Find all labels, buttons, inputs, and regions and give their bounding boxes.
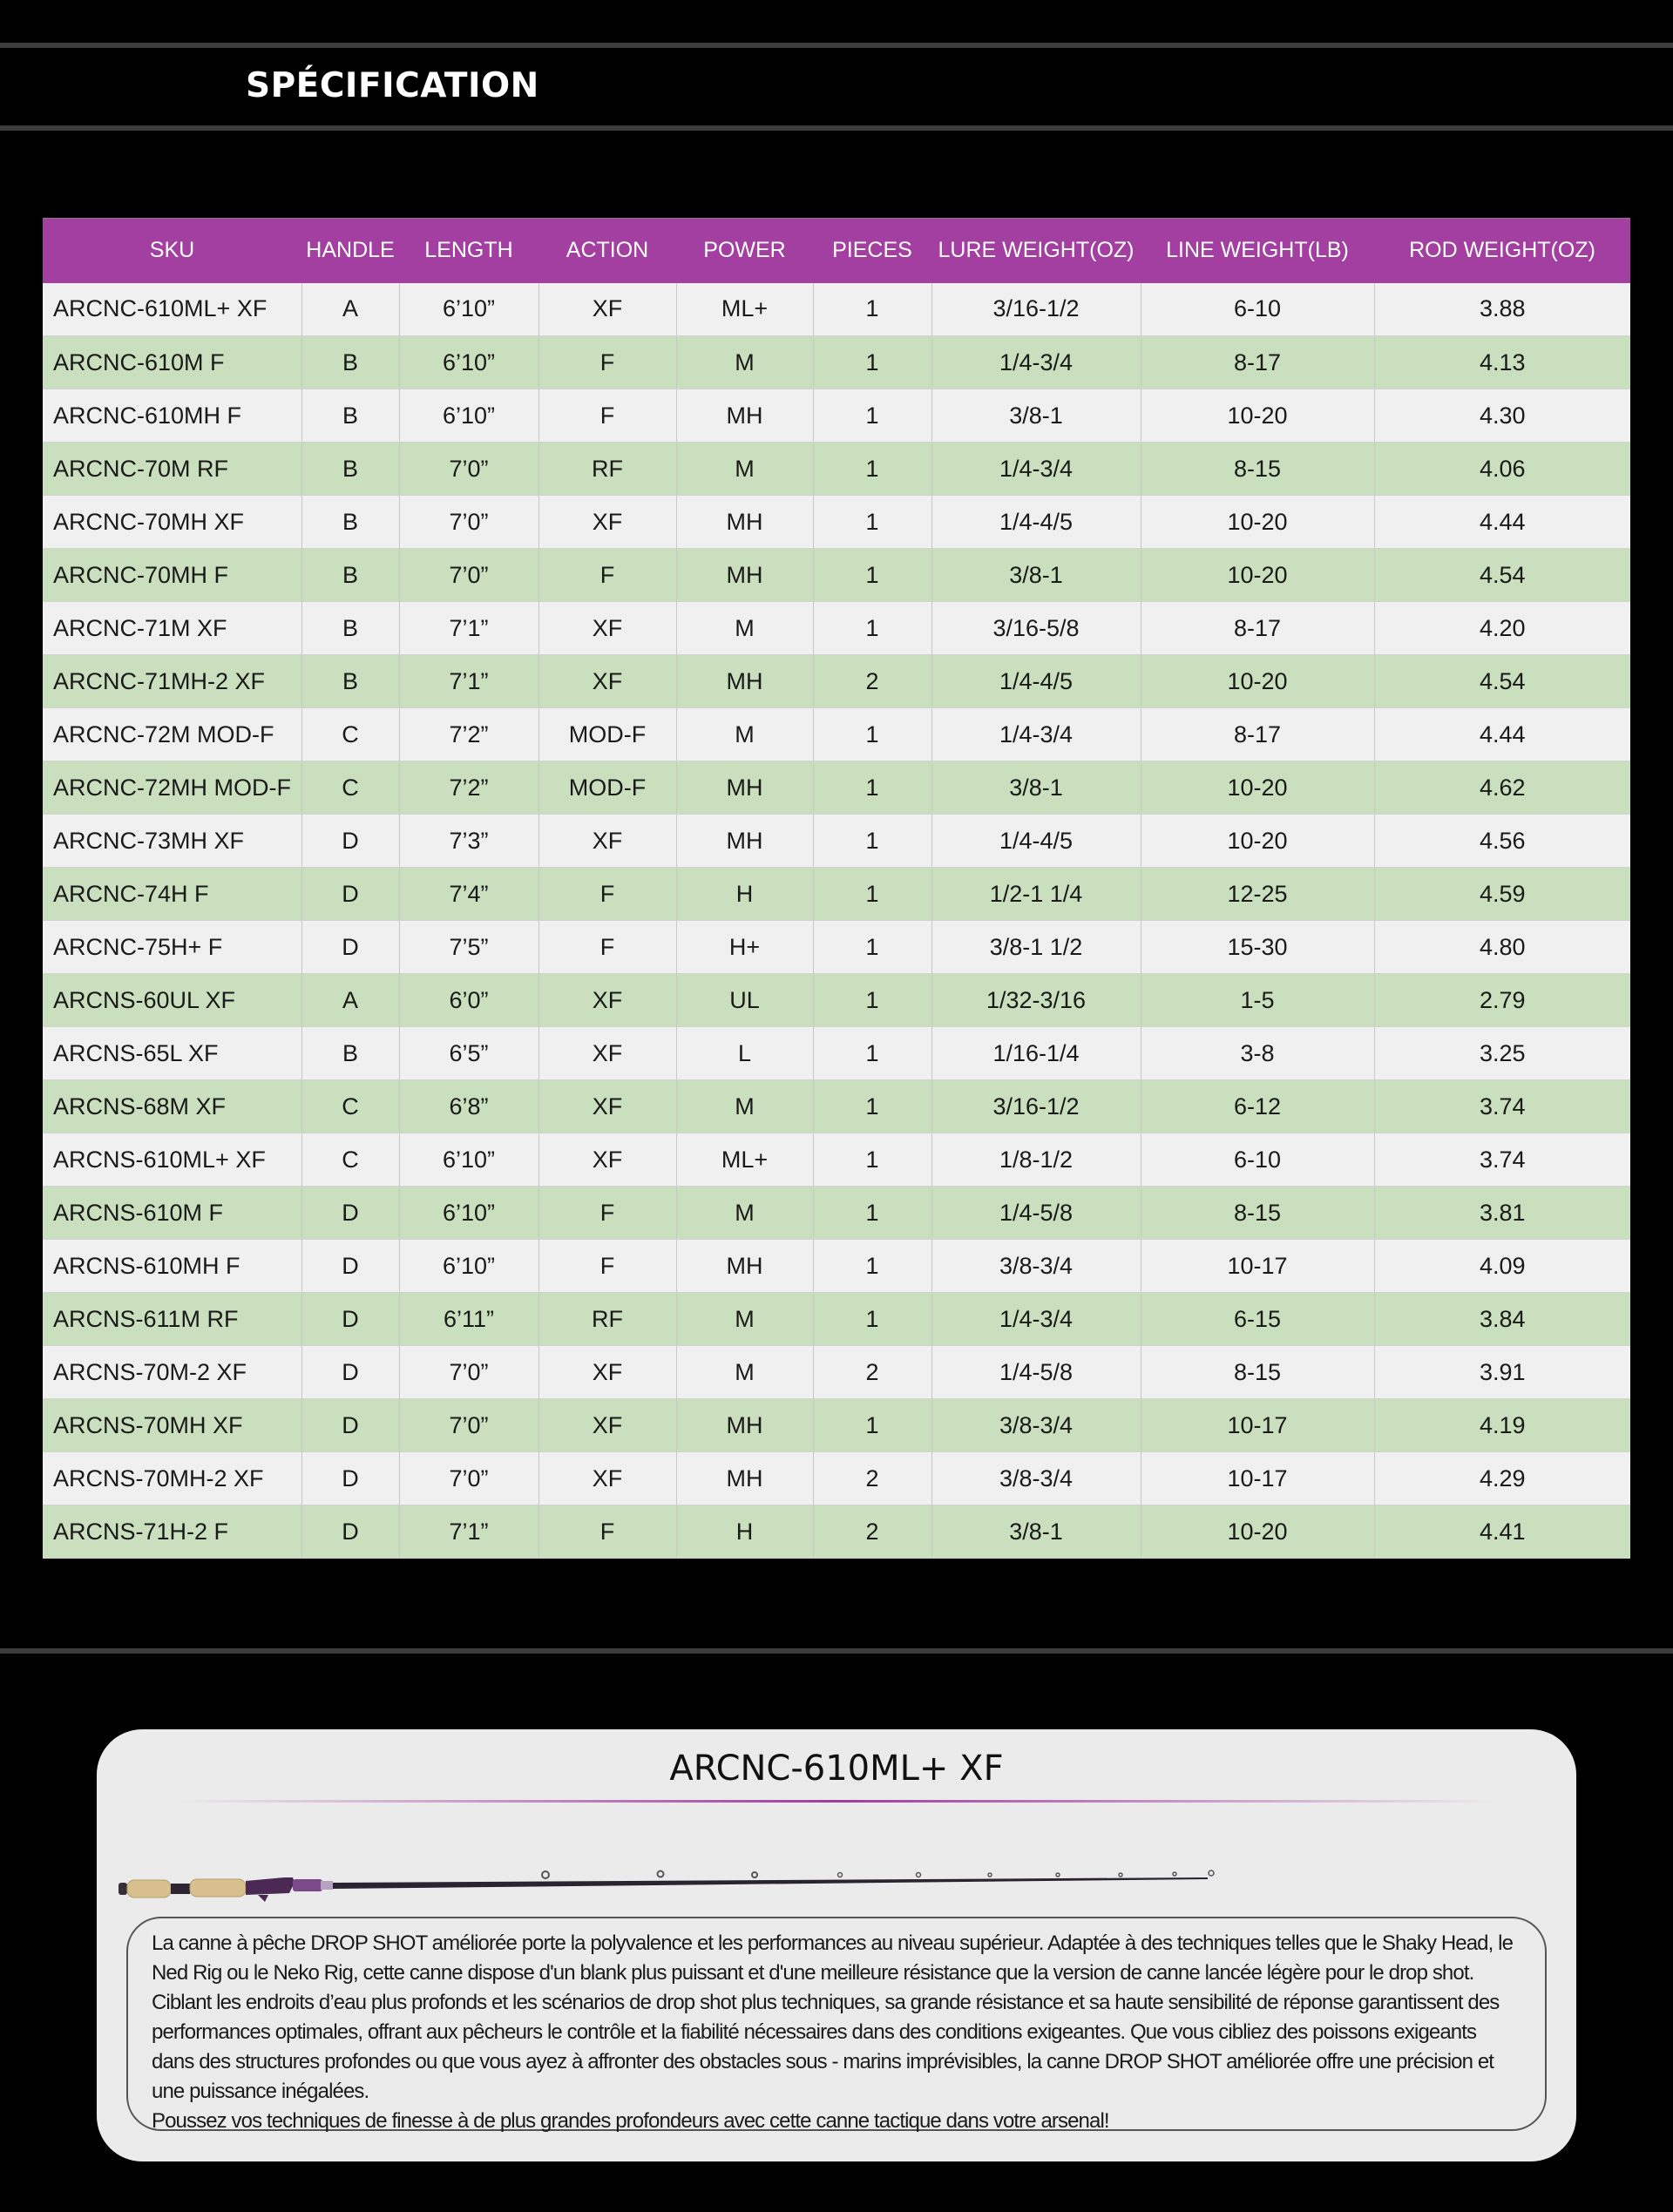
- table-row: [43, 1293, 1630, 1346]
- table-cell: MH: [676, 761, 813, 815]
- table-cell: 10-20: [1141, 1505, 1374, 1559]
- table-cell: 6’10”: [399, 283, 538, 336]
- table-cell: 10-20: [1141, 496, 1374, 549]
- table-cell: 6’8”: [399, 1080, 538, 1133]
- table-cell: 7’0”: [399, 496, 538, 549]
- table-cell: 4.41: [1374, 1505, 1630, 1559]
- table-cell: M: [676, 1346, 813, 1399]
- table-cell: ML+: [676, 283, 813, 336]
- table-cell: MH: [676, 549, 813, 602]
- table-cell: 7’1”: [399, 1505, 538, 1559]
- table-cell: 3/16-1/2: [931, 283, 1141, 336]
- table-cell: 7’0”: [399, 1399, 538, 1452]
- table-cell: XF: [538, 1080, 676, 1133]
- table-cell: 1: [813, 549, 931, 602]
- fishing-rod-image: [119, 1862, 1234, 1902]
- column-header: LURE WEIGHT(OZ): [931, 219, 1141, 283]
- table-cell: XF: [538, 283, 676, 336]
- table-cell: 3/8-1 1/2: [931, 921, 1141, 974]
- table-cell: 4.80: [1374, 921, 1630, 974]
- table-cell: 3.25: [1374, 1027, 1630, 1080]
- table-row: [43, 283, 1630, 336]
- table-cell: B: [301, 443, 399, 496]
- table-row: [43, 602, 1630, 655]
- table-cell: 1: [813, 1133, 931, 1187]
- sku-cell: ARCNC-72M MOD-F: [43, 708, 301, 761]
- table-cell: 7’3”: [399, 815, 538, 868]
- table-cell: RF: [538, 1293, 676, 1346]
- table-cell: 7’0”: [399, 549, 538, 602]
- column-header: POWER: [676, 219, 813, 283]
- table-row: [43, 655, 1630, 708]
- table-cell: XF: [538, 602, 676, 655]
- table-cell: 1/16-1/4: [931, 1027, 1141, 1080]
- product-card: [97, 1729, 1576, 2161]
- section-title: SPÉCIFICATION: [246, 66, 539, 105]
- table-cell: 1/4-3/4: [931, 443, 1141, 496]
- table-cell: 3/16-1/2: [931, 1080, 1141, 1133]
- table-cell: M: [676, 708, 813, 761]
- table-cell: 4.30: [1374, 389, 1630, 443]
- sku-cell: ARCNC-610MH F: [43, 389, 301, 443]
- table-row: [43, 708, 1630, 761]
- table-row: [43, 1027, 1630, 1080]
- table-cell: 4.06: [1374, 443, 1630, 496]
- table-cell: A: [301, 974, 399, 1027]
- table-cell: D: [301, 921, 399, 974]
- table-cell: MH: [676, 496, 813, 549]
- table-cell: M: [676, 1293, 813, 1346]
- table-cell: 8-17: [1141, 602, 1374, 655]
- table-cell: MOD-F: [538, 761, 676, 815]
- table-cell: XF: [538, 1452, 676, 1505]
- section-divider: [0, 1648, 1673, 1654]
- sku-cell: ARCNC-71MH-2 XF: [43, 655, 301, 708]
- table-cell: 1: [813, 443, 931, 496]
- table-row: [43, 868, 1630, 921]
- table-cell: 1/4-3/4: [931, 708, 1141, 761]
- table-cell: 10-20: [1141, 389, 1374, 443]
- column-header: ACTION: [538, 219, 676, 283]
- table-cell: 3/8-3/4: [931, 1399, 1141, 1452]
- table-cell: B: [301, 336, 399, 389]
- table-cell: M: [676, 602, 813, 655]
- table-cell: 6-10: [1141, 1133, 1374, 1187]
- table-cell: 6’10”: [399, 1240, 538, 1293]
- table-cell: MH: [676, 655, 813, 708]
- table-cell: 1: [813, 283, 931, 336]
- description-line: performances optimales, offrant aux pêcheurs le contrôle et la fiabilité nécessaires dans des conditions exigeantes. Que vous cibliez des poissons exigeants: [152, 2020, 1477, 2044]
- table-cell: 1: [813, 1240, 931, 1293]
- table-cell: 8-15: [1141, 1346, 1374, 1399]
- spec-table: [43, 218, 1630, 1559]
- table-row: [43, 974, 1630, 1027]
- sku-cell: ARCNS-70M-2 XF: [43, 1346, 301, 1399]
- table-row: [43, 1187, 1630, 1240]
- table-cell: F: [538, 921, 676, 974]
- table-cell: C: [301, 708, 399, 761]
- table-cell: 7’4”: [399, 868, 538, 921]
- table-cell: 4.19: [1374, 1399, 1630, 1452]
- column-header: LINE WEIGHT(LB): [1141, 219, 1374, 283]
- table-cell: XF: [538, 1027, 676, 1080]
- table-cell: 4.54: [1374, 655, 1630, 708]
- description-line: dans des structures profondes ou que vous ayez à affronter des obstacles sous - marins imprévisibles, la canne DROP SHOT améliorée offre une précision et: [152, 2050, 1494, 2073]
- table-cell: 1: [813, 921, 931, 974]
- table-cell: 7’0”: [399, 1452, 538, 1505]
- sku-cell: ARCNS-70MH-2 XF: [43, 1452, 301, 1505]
- table-cell: F: [538, 1187, 676, 1240]
- table-cell: 1/8-1/2: [931, 1133, 1141, 1187]
- sku-cell: ARCNS-60UL XF: [43, 974, 301, 1027]
- table-cell: C: [301, 1080, 399, 1133]
- table-row: [43, 921, 1630, 974]
- table-cell: 4.59: [1374, 868, 1630, 921]
- table-cell: 15-30: [1141, 921, 1374, 974]
- column-header: LENGTH: [399, 219, 538, 283]
- column-header: ROD WEIGHT(OZ): [1374, 219, 1630, 283]
- table-cell: 6-10: [1141, 283, 1374, 336]
- table-cell: B: [301, 389, 399, 443]
- table-row: [43, 1505, 1630, 1559]
- column-header: PIECES: [813, 219, 931, 283]
- table-cell: 1/32-3/16: [931, 974, 1141, 1027]
- table-cell: 4.44: [1374, 496, 1630, 549]
- table-cell: 8-17: [1141, 708, 1374, 761]
- table-cell: 10-20: [1141, 549, 1374, 602]
- product-name: ARCNC-610ML+ XF: [669, 1749, 1004, 1789]
- table-row: [43, 1240, 1630, 1293]
- table-body: [43, 283, 1630, 1559]
- table-cell: UL: [676, 974, 813, 1027]
- table-cell: 1/4-3/4: [931, 336, 1141, 389]
- table-cell: 4.13: [1374, 336, 1630, 389]
- table-cell: XF: [538, 496, 676, 549]
- table-cell: 1: [813, 389, 931, 443]
- table-cell: 1/4-4/5: [931, 655, 1141, 708]
- table-cell: 1: [813, 336, 931, 389]
- sku-cell: ARCNS-70MH XF: [43, 1399, 301, 1452]
- table-cell: D: [301, 1452, 399, 1505]
- table-cell: 7’0”: [399, 1346, 538, 1399]
- table-cell: 1: [813, 708, 931, 761]
- table-cell: 6-12: [1141, 1080, 1374, 1133]
- table-cell: D: [301, 1399, 399, 1452]
- table-row: [43, 815, 1630, 868]
- table-cell: XF: [538, 655, 676, 708]
- table-cell: 8-15: [1141, 443, 1374, 496]
- table-cell: M: [676, 1187, 813, 1240]
- table-cell: H: [676, 868, 813, 921]
- description-line: La canne à pêche DROP SHOT améliorée porte la polyvalence et les performances au niveau supérieur. Adaptée à des techniques telles que le Shaky Head, le: [152, 1931, 1514, 1955]
- table-header-row: [43, 219, 1630, 283]
- table-cell: 3.84: [1374, 1293, 1630, 1346]
- table-cell: M: [676, 1080, 813, 1133]
- table-cell: 6’5”: [399, 1027, 538, 1080]
- table-row: [43, 1346, 1630, 1399]
- table-cell: M: [676, 336, 813, 389]
- table-cell: 7’0”: [399, 443, 538, 496]
- table-cell: 4.62: [1374, 761, 1630, 815]
- table-cell: 6’10”: [399, 336, 538, 389]
- table-cell: XF: [538, 815, 676, 868]
- table-row: [43, 1452, 1630, 1505]
- table-cell: 6’10”: [399, 1187, 538, 1240]
- table-row: [43, 1080, 1630, 1133]
- table-cell: 6’10”: [399, 389, 538, 443]
- table-cell: 2: [813, 1505, 931, 1559]
- table-cell: 1/4-5/8: [931, 1187, 1141, 1240]
- table-cell: 3/8-1: [931, 549, 1141, 602]
- table-cell: 4.54: [1374, 549, 1630, 602]
- table-cell: XF: [538, 1399, 676, 1452]
- table-cell: F: [538, 868, 676, 921]
- table-cell: 3/8-1: [931, 389, 1141, 443]
- description-box: [126, 1917, 1547, 2131]
- table-cell: 3.74: [1374, 1080, 1630, 1133]
- table-cell: ML+: [676, 1133, 813, 1187]
- table-cell: 6’11”: [399, 1293, 538, 1346]
- table-cell: 4.09: [1374, 1240, 1630, 1293]
- sku-cell: ARCNC-70MH F: [43, 549, 301, 602]
- table-cell: C: [301, 761, 399, 815]
- table-row: [43, 389, 1630, 443]
- table-cell: 7’1”: [399, 655, 538, 708]
- table-cell: 7’2”: [399, 761, 538, 815]
- table-cell: MOD-F: [538, 708, 676, 761]
- table-cell: XF: [538, 974, 676, 1027]
- column-header: HANDLE: [301, 219, 399, 283]
- table-cell: 1: [813, 761, 931, 815]
- table-cell: 1: [813, 1080, 931, 1133]
- table-cell: 4.20: [1374, 602, 1630, 655]
- sku-cell: ARCNS-610ML+ XF: [43, 1133, 301, 1187]
- product-description: [152, 1929, 1522, 2136]
- table-row: [43, 1133, 1630, 1187]
- table-cell: 1: [813, 1187, 931, 1240]
- table-cell: 1/4-4/5: [931, 815, 1141, 868]
- column-header: SKU: [43, 219, 301, 283]
- table-row: [43, 549, 1630, 602]
- table-row: [43, 496, 1630, 549]
- sku-cell: ARCNC-610M F: [43, 336, 301, 389]
- description-line: Ciblant les endroits d’eau plus profonds et les scénarios de drop shot plus techniques, sa grande résistance et sa haute sensibilité de réponse garantissent des: [152, 1991, 1500, 2014]
- table-cell: D: [301, 1293, 399, 1346]
- table-cell: 6-15: [1141, 1293, 1374, 1346]
- table-cell: B: [301, 602, 399, 655]
- top-divider: [0, 43, 1673, 48]
- table-cell: F: [538, 389, 676, 443]
- sku-cell: ARCNC-610ML+ XF: [43, 283, 301, 336]
- table-cell: RF: [538, 443, 676, 496]
- sku-cell: ARCNC-70MH XF: [43, 496, 301, 549]
- table-cell: MH: [676, 389, 813, 443]
- table-cell: 4.29: [1374, 1452, 1630, 1505]
- table-cell: F: [538, 549, 676, 602]
- table-cell: 6’10”: [399, 1133, 538, 1187]
- sku-cell: ARCNC-72MH MOD-F: [43, 761, 301, 815]
- table-cell: 2.79: [1374, 974, 1630, 1027]
- sku-cell: ARCNC-73MH XF: [43, 815, 301, 868]
- table-cell: 10-17: [1141, 1399, 1374, 1452]
- table-cell: 4.56: [1374, 815, 1630, 868]
- table-cell: H+: [676, 921, 813, 974]
- sku-cell: ARCNC-71M XF: [43, 602, 301, 655]
- table-cell: L: [676, 1027, 813, 1080]
- table-cell: 1/4-3/4: [931, 1293, 1141, 1346]
- table-cell: B: [301, 655, 399, 708]
- table-cell: B: [301, 549, 399, 602]
- sku-cell: ARCNC-74H F: [43, 868, 301, 921]
- sku-cell: ARCNS-65L XF: [43, 1027, 301, 1080]
- table-cell: 1: [813, 974, 931, 1027]
- accent-divider: [175, 1800, 1500, 1803]
- table-cell: 10-17: [1141, 1452, 1374, 1505]
- table-cell: 8-15: [1141, 1187, 1374, 1240]
- table-cell: D: [301, 1505, 399, 1559]
- table-cell: 1: [813, 496, 931, 549]
- description-line: Ned Rig ou le Neko Rig, cette canne dispose d'un blank plus puissant et d'une meilleure résistance que la version de canne lancée légère pour le drop shot.: [152, 1961, 1474, 1985]
- table-cell: A: [301, 283, 399, 336]
- table-cell: 1/4-5/8: [931, 1346, 1141, 1399]
- sku-cell: ARCNS-68M XF: [43, 1080, 301, 1133]
- table-cell: MH: [676, 1452, 813, 1505]
- table-cell: 1: [813, 602, 931, 655]
- sku-cell: ARCNS-611M RF: [43, 1293, 301, 1346]
- table-cell: 1-5: [1141, 974, 1374, 1027]
- sku-cell: ARCNC-75H+ F: [43, 921, 301, 974]
- table-cell: D: [301, 1240, 399, 1293]
- table-cell: 12-25: [1141, 868, 1374, 921]
- table-cell: XF: [538, 1346, 676, 1399]
- table-cell: C: [301, 1133, 399, 1187]
- table-cell: 8-17: [1141, 336, 1374, 389]
- table-cell: 4.44: [1374, 708, 1630, 761]
- description-line: une puissance inégalées.: [152, 2080, 369, 2103]
- table-cell: XF: [538, 1133, 676, 1187]
- table-cell: 7’5”: [399, 921, 538, 974]
- table-cell: B: [301, 496, 399, 549]
- table-cell: MH: [676, 815, 813, 868]
- table-cell: 1: [813, 1027, 931, 1080]
- table-cell: MH: [676, 1399, 813, 1452]
- table-cell: B: [301, 1027, 399, 1080]
- table-cell: 3.91: [1374, 1346, 1630, 1399]
- table-row: [43, 443, 1630, 496]
- sku-cell: ARCNS-71H-2 F: [43, 1505, 301, 1559]
- table-cell: 3/8-3/4: [931, 1240, 1141, 1293]
- table-row: [43, 761, 1630, 815]
- description-line: Poussez vos techniques de finesse à de plus grandes profondeurs avec cette canne tactique dans votre arsenal!: [152, 2109, 1109, 2133]
- sku-cell: ARCNS-610MH F: [43, 1240, 301, 1293]
- table-cell: 1: [813, 815, 931, 868]
- table-row: [43, 336, 1630, 389]
- table-cell: 1/2-1 1/4: [931, 868, 1141, 921]
- table-cell: 1: [813, 868, 931, 921]
- table-cell: 2: [813, 1346, 931, 1399]
- table-cell: 2: [813, 1452, 931, 1505]
- table-cell: 3/8-1: [931, 1505, 1141, 1559]
- table-cell: 3.81: [1374, 1187, 1630, 1240]
- table-cell: D: [301, 815, 399, 868]
- table-cell: 1: [813, 1399, 931, 1452]
- table-cell: 3.88: [1374, 283, 1630, 336]
- table-cell: 3.74: [1374, 1133, 1630, 1187]
- table-cell: 3/8-1: [931, 761, 1141, 815]
- table-cell: D: [301, 1187, 399, 1240]
- table-cell: 1: [813, 1293, 931, 1346]
- table-cell: 7’1”: [399, 602, 538, 655]
- table-cell: 7’2”: [399, 708, 538, 761]
- table-cell: 3-8: [1141, 1027, 1374, 1080]
- title-divider: [0, 125, 1673, 131]
- table-cell: 10-20: [1141, 815, 1374, 868]
- table-cell: F: [538, 1240, 676, 1293]
- table-cell: F: [538, 336, 676, 389]
- sku-cell: ARCNC-70M RF: [43, 443, 301, 496]
- table-cell: 2: [813, 655, 931, 708]
- table-cell: D: [301, 868, 399, 921]
- table-cell: 10-17: [1141, 1240, 1374, 1293]
- table-cell: 10-20: [1141, 761, 1374, 815]
- table-cell: 1/4-4/5: [931, 496, 1141, 549]
- table-cell: D: [301, 1346, 399, 1399]
- table-cell: 6’0”: [399, 974, 538, 1027]
- table-cell: MH: [676, 1240, 813, 1293]
- table-cell: 3/8-3/4: [931, 1452, 1141, 1505]
- table-cell: M: [676, 443, 813, 496]
- table-cell: F: [538, 1505, 676, 1559]
- table-cell: 10-20: [1141, 655, 1374, 708]
- table-cell: 3/16-5/8: [931, 602, 1141, 655]
- sku-cell: ARCNS-610M F: [43, 1187, 301, 1240]
- table-cell: H: [676, 1505, 813, 1559]
- table-row: [43, 1399, 1630, 1452]
